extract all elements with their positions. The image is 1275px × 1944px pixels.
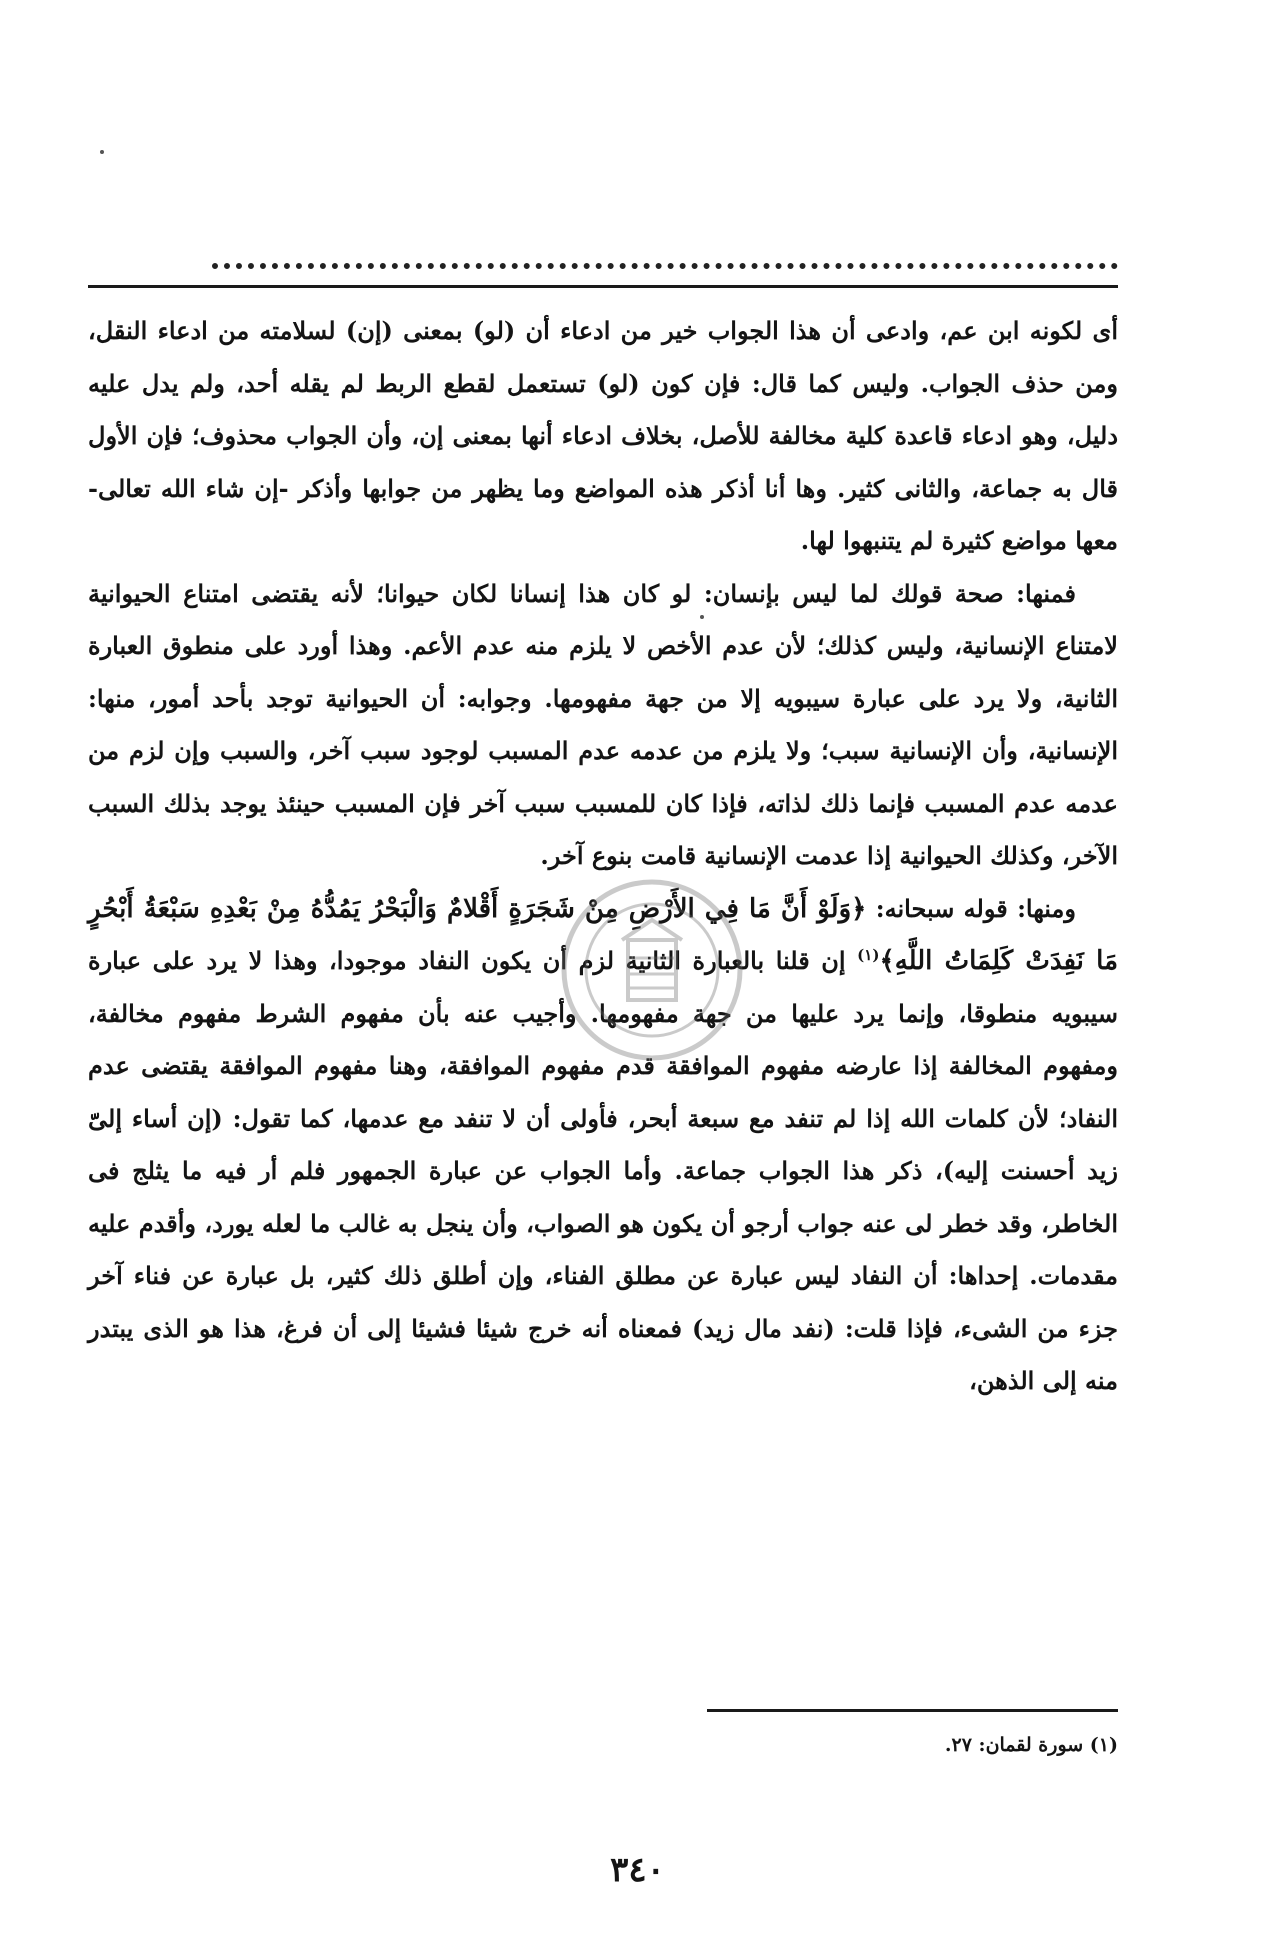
- paragraph-3-lead: ومنها: قوله سبحانه:: [875, 893, 1076, 923]
- paragraph-2: [88, 568, 1118, 883]
- paragraph-2-text: فمنها: صحة قولك لما ليس بإنسان: لو كان هذا إنسانا لكان حيوانا؛ لأنه يقتضى امتناع الحيوانية لامتناع الإنسانية، وليس كذلك؛ لأن عدم الأخص لا يلزم منه عدم الأعم. وهذا أورد على منطوق العبارة الثانية، ولا يرد على عبارة سيبويه إلا من جهة مفهومها. وجوابه: أن الحيوانية توجد بأحد أمور، منها: الإنسانية، وأن الإنسانية سبب؛ ولا يلزم من عدمه عدم المسبب لوجود سبب آخر، والسبب وإن لزم من عدمه عدم المسبب فإنما ذلك لذاته، فإذا كان للمسبب سبب آخر فإن المسبب حينئذ يوجد بذلك السبب الآخر، وكذلك الحيوانية إذا عدمت الإنسانية قامت بنوع آخر.: [88, 578, 1118, 870]
- footnote: [88, 1730, 1118, 1760]
- library-seal-icon: [552, 870, 752, 1070]
- scan-speck: [700, 615, 704, 619]
- main-text: [88, 305, 1118, 1408]
- scan-speck: [100, 150, 104, 154]
- footnote-text: (١) سورة لقمان: ٢٧.: [944, 1734, 1118, 1756]
- paragraph-1: [88, 305, 1118, 568]
- header-rule: [88, 285, 1118, 288]
- header-dotted-line: [212, 263, 1118, 275]
- footnote-mark: (١): [857, 946, 880, 964]
- quran-verse: ﴿وَلَوْ أَنَّ مَا فِي الأَرْضِ مِنْ شَجَرَةٍ أَقْلامٌ وَالْبَحْرُ يَمُدُّهُ مِنْ بَعْدِهِ سَبْعَةُ أَبْحُرٍ مَا نَفِدَتْ كَلِمَاتُ اللَّهِ﴾: [88, 893, 1119, 976]
- paragraph-3-text: إن قلنا بالعبارة الثانية لزم أن يكون النفاد موجودا، وهذا لا يرد على عبارة سيبويه منطوقا، وإنما يرد عليها من جهة مفهومها. وأجيب عنه بأن مفهوم الشرط مفهوم مخالفة، ومفهوم المخالفة إذا عارضه مفهوم الموافقة قدم مفهوم الموافقة، وهنا مفهوم الموافقة يقتضى عدم النفاد؛ لأن كلمات الله إذا لم تنفد مع سبعة أبحر، فأولى أن لا تنفد مع عدمها، كما تقول: (إن أساء إلىّ زيد أحسنت إليه)، ذكر هذا الجواب جماعة. وأما الجواب عن عبارة الجمهور فلم أر فيه ما يثلج فى الخاطر، وقد خطر لى عنه جواب أرجو أن يكون هو الصواب، وأن ينجل به غالب ما لعله يورد، وأقدم عليه مقدمات. إحداها: أن النفاد ليس عبارة عن مطلق الفناء، وإن أطلق ذلك كثير، بل عبارة عن فناء آخر جزء من الشىء، فإذا قلت: (نفد مال زيد) فمعناه أنه خرج شيئا فشيئا إلى أن فرغ، هذا هو الذى يبتدر منه إلى الذهن،: [88, 946, 1118, 1395]
- footnote-rule: [707, 1709, 1118, 1712]
- page-number: ٣٤٠: [610, 1850, 665, 1890]
- paragraph-1-text: أى لكونه ابن عم، وادعى أن هذا الجواب خير من ادعاء أن (لو) بمعنى (إن) لسلامته من ادعاء النقل، ومن حذف الجواب. وليس كما قال: فإن كون (لو) تستعمل لقطع الربط لم يقله أحد، ولم يدل عليه دليل، وهو ادعاء قاعدة كلية مخالفة للأصل، بخلاف ادعاء أنها بمعنى إن، وأن الجواب محذوف؛ فإن الأول قال به جماعة، والثانى كثير. وها أنا أذكر هذه المواضع وما يظهر من جوابها وأذكر -إن شاء الله تعالى- معها مواضع كثيرة لم يتنبهوا لها.: [88, 316, 1118, 555]
